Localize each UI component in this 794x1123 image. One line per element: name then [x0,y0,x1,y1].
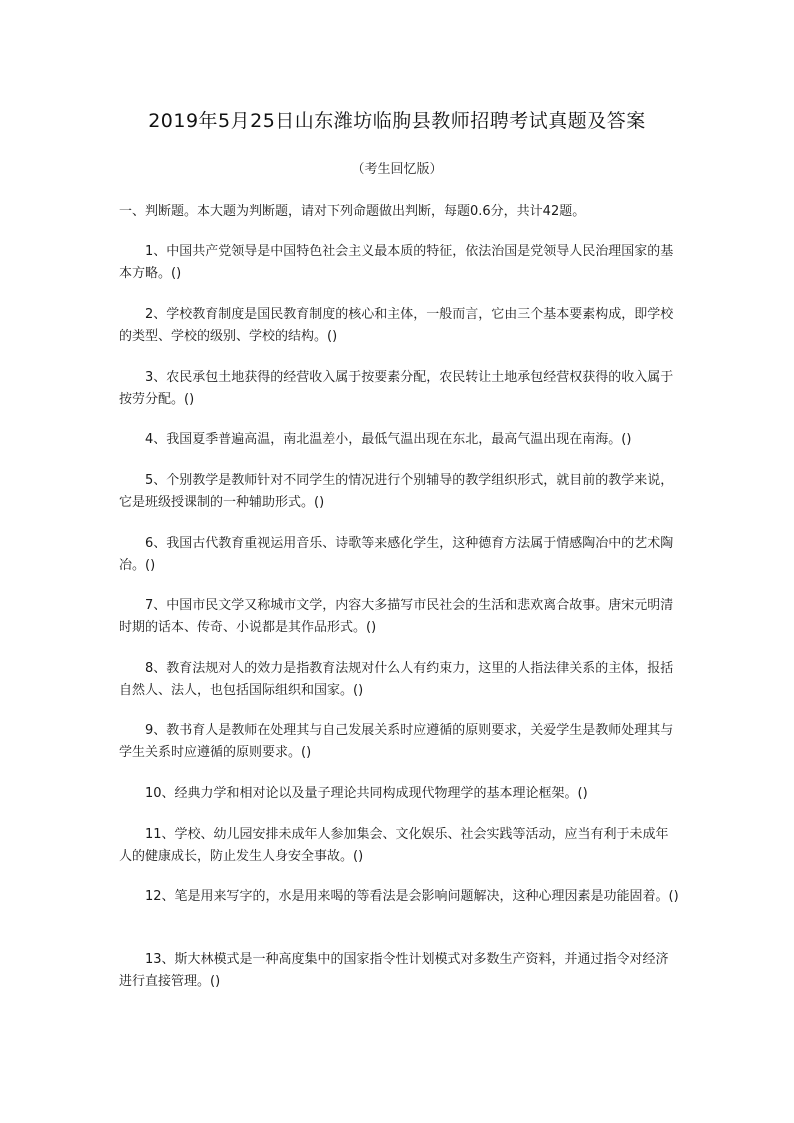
question-item [119,533,679,577]
question-item [119,367,679,411]
question-item [119,949,679,993]
question-number: 11、 [145,827,175,842]
document-title: 2019年5月25日山东潍坊临朐县教师招聘考试真题及答案 [148,110,646,132]
question-number: 4、 [145,432,167,447]
question-text: 学校、幼儿园安排未成年人参加集会、文化娱乐、社会实践等活动，应当有利于未成年人的健康成长，防止发生人身安全事故。() [119,827,669,864]
question-text: 斯大林模式是一种高度集中的国家指令性计划模式对多数生产资料，并通过指令对经济进行直接管理。() [119,952,669,989]
question-number: 8、 [145,661,167,676]
question-number: 5、 [145,473,167,488]
question-text: 教育法规对人的效力是指教育法规对什么人有约束力，这里的人指法律关系的主体，报括自然人、法人，也包括国际组织和国家。() [119,661,674,698]
question-text: 经典力学和相对论以及量子理论共同构成现代物理学的基本理论框架。() [174,786,588,801]
question-number: 10、 [145,786,175,801]
question-text: 教书育人是教师在处理其与自己发展关系时应遵循的原则要求，关爱学生是教师处理其与学生关系时应遵循的原则要求。() [119,723,674,760]
question-text: 我国夏季普遍高温，南北温差小，最低气温出现在东北，最高气温出现在南海。() [166,432,632,447]
question-item [119,720,679,764]
question-number: 7、 [145,598,167,613]
question-text: 笔是用来写字的，水是用来喝的等看法是会影响问题解决，这种心理因素是功能固着。() [174,889,679,904]
question-text: 中国市民文学又称城市文学，内容大多描写市民社会的生活和悲欢离合故事。唐宋元明清时期的话本、传奇、小说都是其作品形式。() [119,598,674,635]
question-number: 12、 [145,889,175,904]
question-item [119,783,679,805]
question-number: 3、 [145,370,167,385]
question-item [119,595,679,639]
section-heading: 一、判断题。本大题为判断题，请对下列命题做出判断，每题0.6分，共计42题。 [119,204,586,219]
question-item [119,470,679,514]
document-subtitle: （考生回忆版） [351,162,443,177]
question-item [119,824,679,868]
question-text: 中国共产党领导是中国特色社会主义最本质的特征，依法治国是党领导人民治理国家的基本方略。() [119,244,674,281]
question-text: 农民承包土地获得的经营收入属于按要素分配，农民转让土地承包经营权获得的收入属于按劳分配。() [119,370,674,407]
question-number: 13、 [145,952,175,967]
question-text: 学校教育制度是国民教育制度的核心和主体，一般而言，它由三个基本要素构成，即学校的类型、学校的级别、学校的结构。() [119,307,674,344]
question-item [119,304,679,348]
question-item [119,429,679,451]
question-number: 6、 [145,536,167,551]
question-number: 9、 [145,723,167,738]
question-item [119,241,679,285]
question-text: 个别教学是教师针对不同学生的情况进行个别辅导的教学组织形式，就目前的教学来说，它是班级授课制的一种辅助形式。() [119,473,674,510]
question-number: 1、 [145,244,167,259]
question-item [119,886,679,908]
question-item [119,658,679,702]
question-text: 我国古代教育重视运用音乐、诗歌等来感化学生，这种德育方法属于情感陶冶中的艺术陶冶。() [119,536,674,573]
question-number: 2、 [145,307,167,322]
